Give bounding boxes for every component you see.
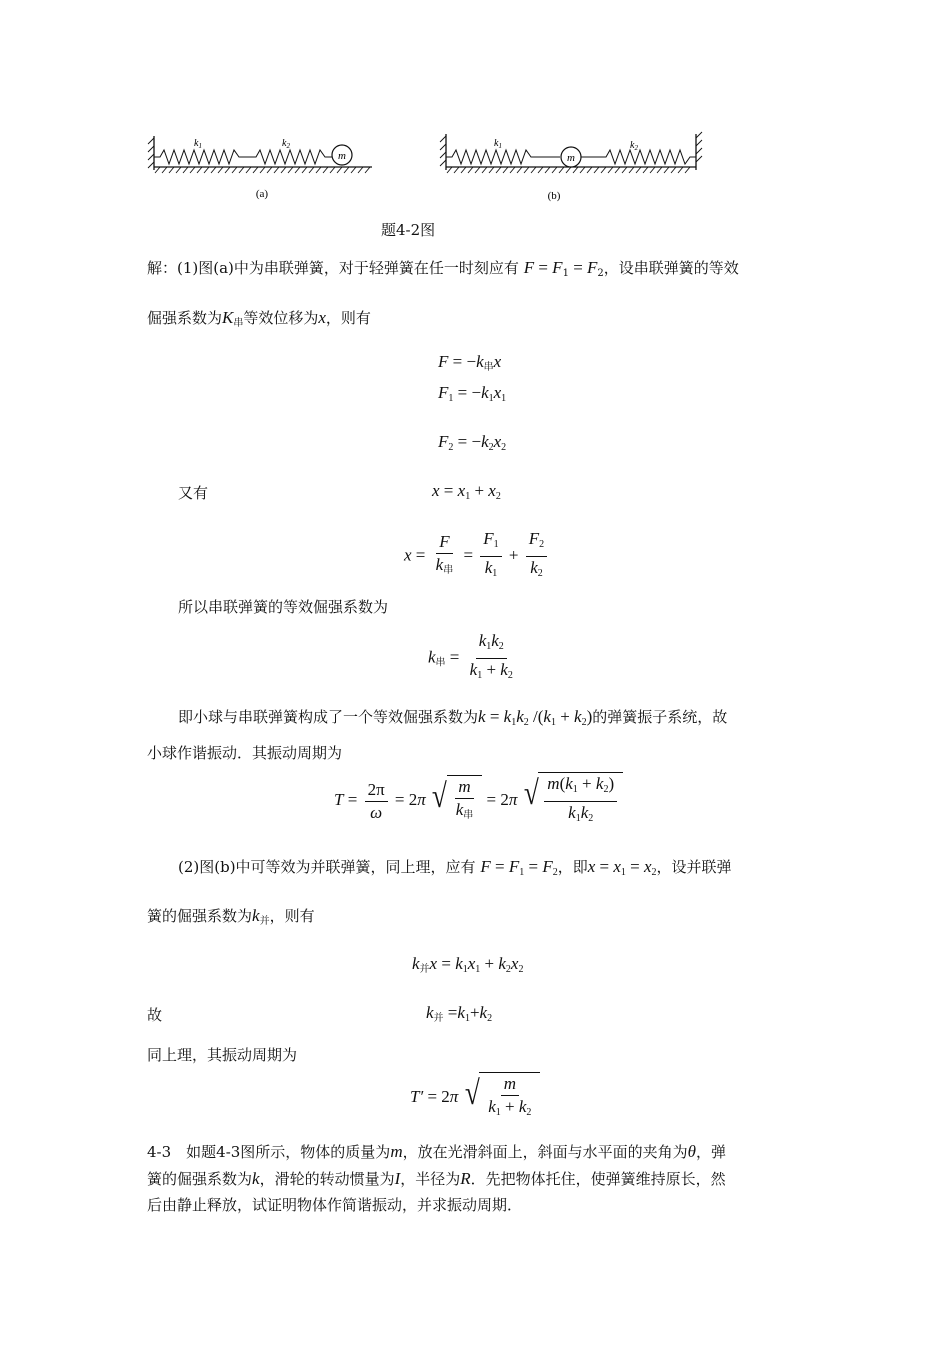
equation-period-parallel: T′ = 2π √ $\frac{m}{k_1 + k_2}$ (410, 1072, 540, 1124)
svg-text:k1: $k_1$ (194, 138, 202, 150)
svg-text:m: m (567, 152, 575, 164)
label-gu: 故 (147, 1006, 163, 1024)
equation-F-series: $F = -k_串x$ (438, 352, 502, 373)
spring-figure (140, 126, 720, 208)
paragraph-6: 簧的倔强系数为$k_并$，则有 (147, 906, 315, 927)
paragraph-4: 小球作谐振动．其振动周期为 (147, 744, 343, 762)
equation-x-sum: $x = x_1 + x_2$ (432, 481, 501, 502)
paragraph-3: 即小球与串联弹簧构成了一个等效倔强系数为$k = k_1k_2$ $/(k_1 + k_2)$的弹簧振子系统，故 (178, 707, 728, 728)
figure-caption: 题4-2图 (381, 221, 436, 239)
paragraph-5: (2)图(b)中可等效为并联弹簧，同上理，应有 $F = F_1 = F_2$，即$x = x_1 = x_2$，设并联弹 (178, 857, 732, 878)
figure-panel-b (440, 132, 702, 202)
svg-text:k1: $k_1$ (494, 138, 502, 150)
question-4-3-line1: 4-3 如题4-3图所示，物体的质量为m，放在光滑斜面上，斜面与水平面的夹角为θ，弹 (147, 1142, 726, 1161)
equation-k-series: $k_串$ = $\frac{k_1k_2}{k_1 + k_2}$ (428, 631, 513, 681)
question-4-3-line2: 簧的倔强系数为k，滑轮的转动惯量为I，半径为R．先把物体托住，使弹簧维持原长，然 (147, 1169, 726, 1188)
equation-k-parallel: $k_并 =k_1+k_2$ (426, 1003, 493, 1024)
panel-a-label: (a) (255, 188, 269, 200)
svg-text:m: m (338, 150, 346, 162)
equation-parallel: $k_并x = k_1x_1 + k_2x_2$ (412, 954, 524, 975)
label-youyou: 又有 (178, 484, 209, 502)
equation-F2: $F_2 = -k_2x_2$ (438, 432, 507, 453)
label-suoyi: 所以串联弹簧的等效倔强系数为 (178, 598, 389, 616)
equation-F1: $F_1 = -k_1x_1$ (438, 383, 507, 404)
figure-panel-a (148, 136, 372, 200)
spring-k2-a (250, 150, 332, 164)
spring-k1-a (154, 150, 250, 164)
paragraph-2: 倔强系数为$K_串$等效位移为x，则有 (147, 308, 371, 329)
equation-x-fraction: x = $\frac{F}{k_串}$ = $\frac{F_1}{k_1}$ + $\frac{F_2}{k_2}$ (404, 528, 550, 585)
spring-k1-b (446, 150, 560, 164)
spring-k2-b (581, 150, 696, 164)
label-tongshangli: 同上理，其振动周期为 (147, 1046, 298, 1064)
equation-period-series: T = $\frac{2\pi}{\omega}$ = 2π √ $\frac{m}{k_串}$ = 2π √ $\frac{m(k_1 + k_2)}{k_1k_2}$ (334, 772, 623, 830)
svg-text:k2: $k_2$ (282, 138, 290, 150)
panel-b-label: (b) (547, 190, 561, 202)
question-4-3-line3: 后由静止释放，试证明物体作简谐振动，并求振动周期． (147, 1196, 523, 1214)
paragraph-1: 解：(1)图(a)中为串联弹簧，对于轻弹簧在任一时刻应有 $F = F_1 = F_2$，设串联弹簧的等效 (147, 258, 739, 279)
svg-text:k2: $k_2$ (630, 140, 638, 152)
